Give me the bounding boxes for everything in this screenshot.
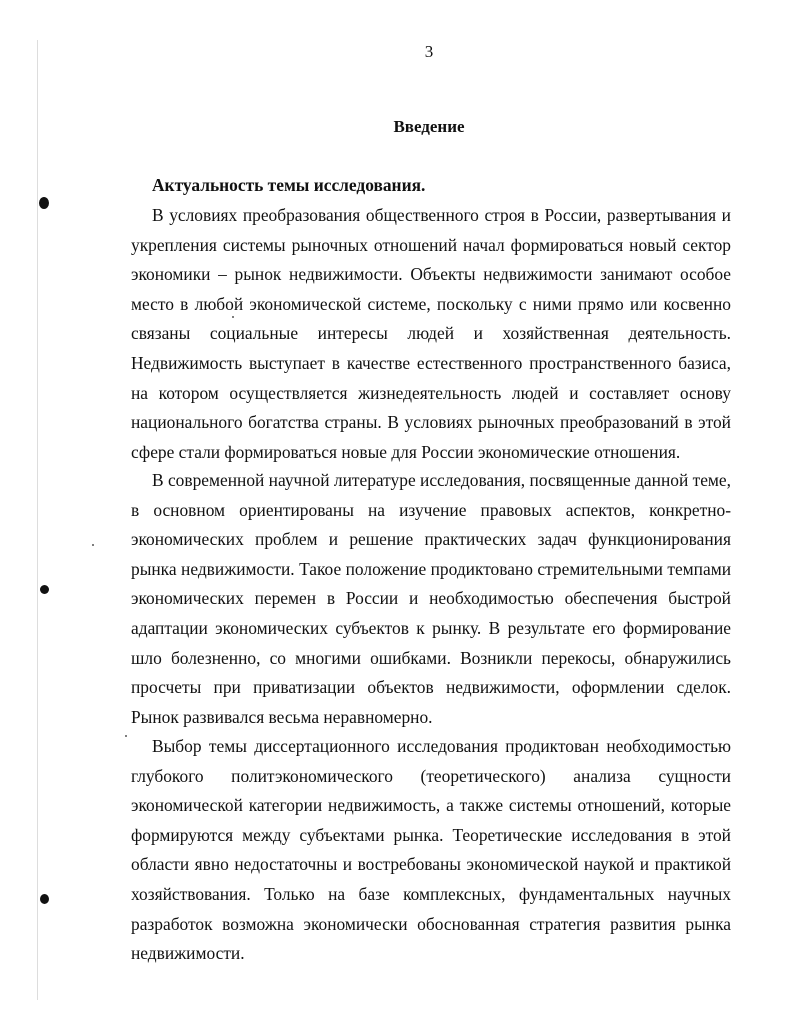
- scan-margin-line: [37, 40, 38, 1000]
- scan-blot: [39, 197, 49, 209]
- chapter-title: Введение: [393, 117, 465, 136]
- page-number: 3: [424, 42, 434, 61]
- paragraph-1: [131, 201, 731, 467]
- paragraph-3: [131, 732, 731, 969]
- scan-speck: [125, 735, 127, 737]
- section-heading: Актуальность темы исследования.: [152, 175, 426, 195]
- scan-speck: [92, 544, 94, 546]
- paragraph-text: Выбор темы диссертационного исследования продиктован необходимостью глубокого политэкономического (теоретического) анализа сущности экономической категории недвижимость, а также системы отношений, которые формируются между субъектами рынка. Теоретические исследования в этой области явно недостаточны и востребованы экономической наукой и практикой хозяйствования. Только на базе комплексных, фундаментальных научных разработок возможна экономически обоснованная стратегия развития рынка недвижимости.: [131, 736, 731, 964]
- paragraph-2: [131, 466, 731, 732]
- paragraph-text: В условиях преобразования общественного строя в России, развертывания и укрепления системы рыночных отношений начал формироваться новый сектор экономики – рынок недвижимости. Объекты недвижимости занимают особое место в любой экономической системе, поскольку с ними прямо или косвенно связаны социальные интересы людей и хозяйственная деятельность. Недвижимость выступает в качестве естественного пространственного базиса, на котором осуществляется жизнедеятельность людей и составляет основу национального богатства страны. В условиях рыночных преобразований в этой сфере стали формироваться новые для России экономические отношения.: [131, 205, 731, 462]
- scan-blot: [40, 585, 49, 594]
- paragraph-text: В современной научной литературе исследования, посвященные данной теме, в основном ориентированы на изучение правовых аспектов, конкретно-экономических проблем и решение практических задач функционирования рынка недвижимости. Такое положение продиктовано стремительными темпами экономических перемен в России и необходимостью обеспечения быстрой адаптации экономических субъектов к рынку. В результате его формирование шло болезненно, со многими ошибками. Возникли перекосы, обнаружились просчеты при приватизации объектов недвижимости, оформлении сделок. Рынок развивался весьма неравномерно.: [131, 470, 732, 727]
- scan-blot: [40, 894, 49, 904]
